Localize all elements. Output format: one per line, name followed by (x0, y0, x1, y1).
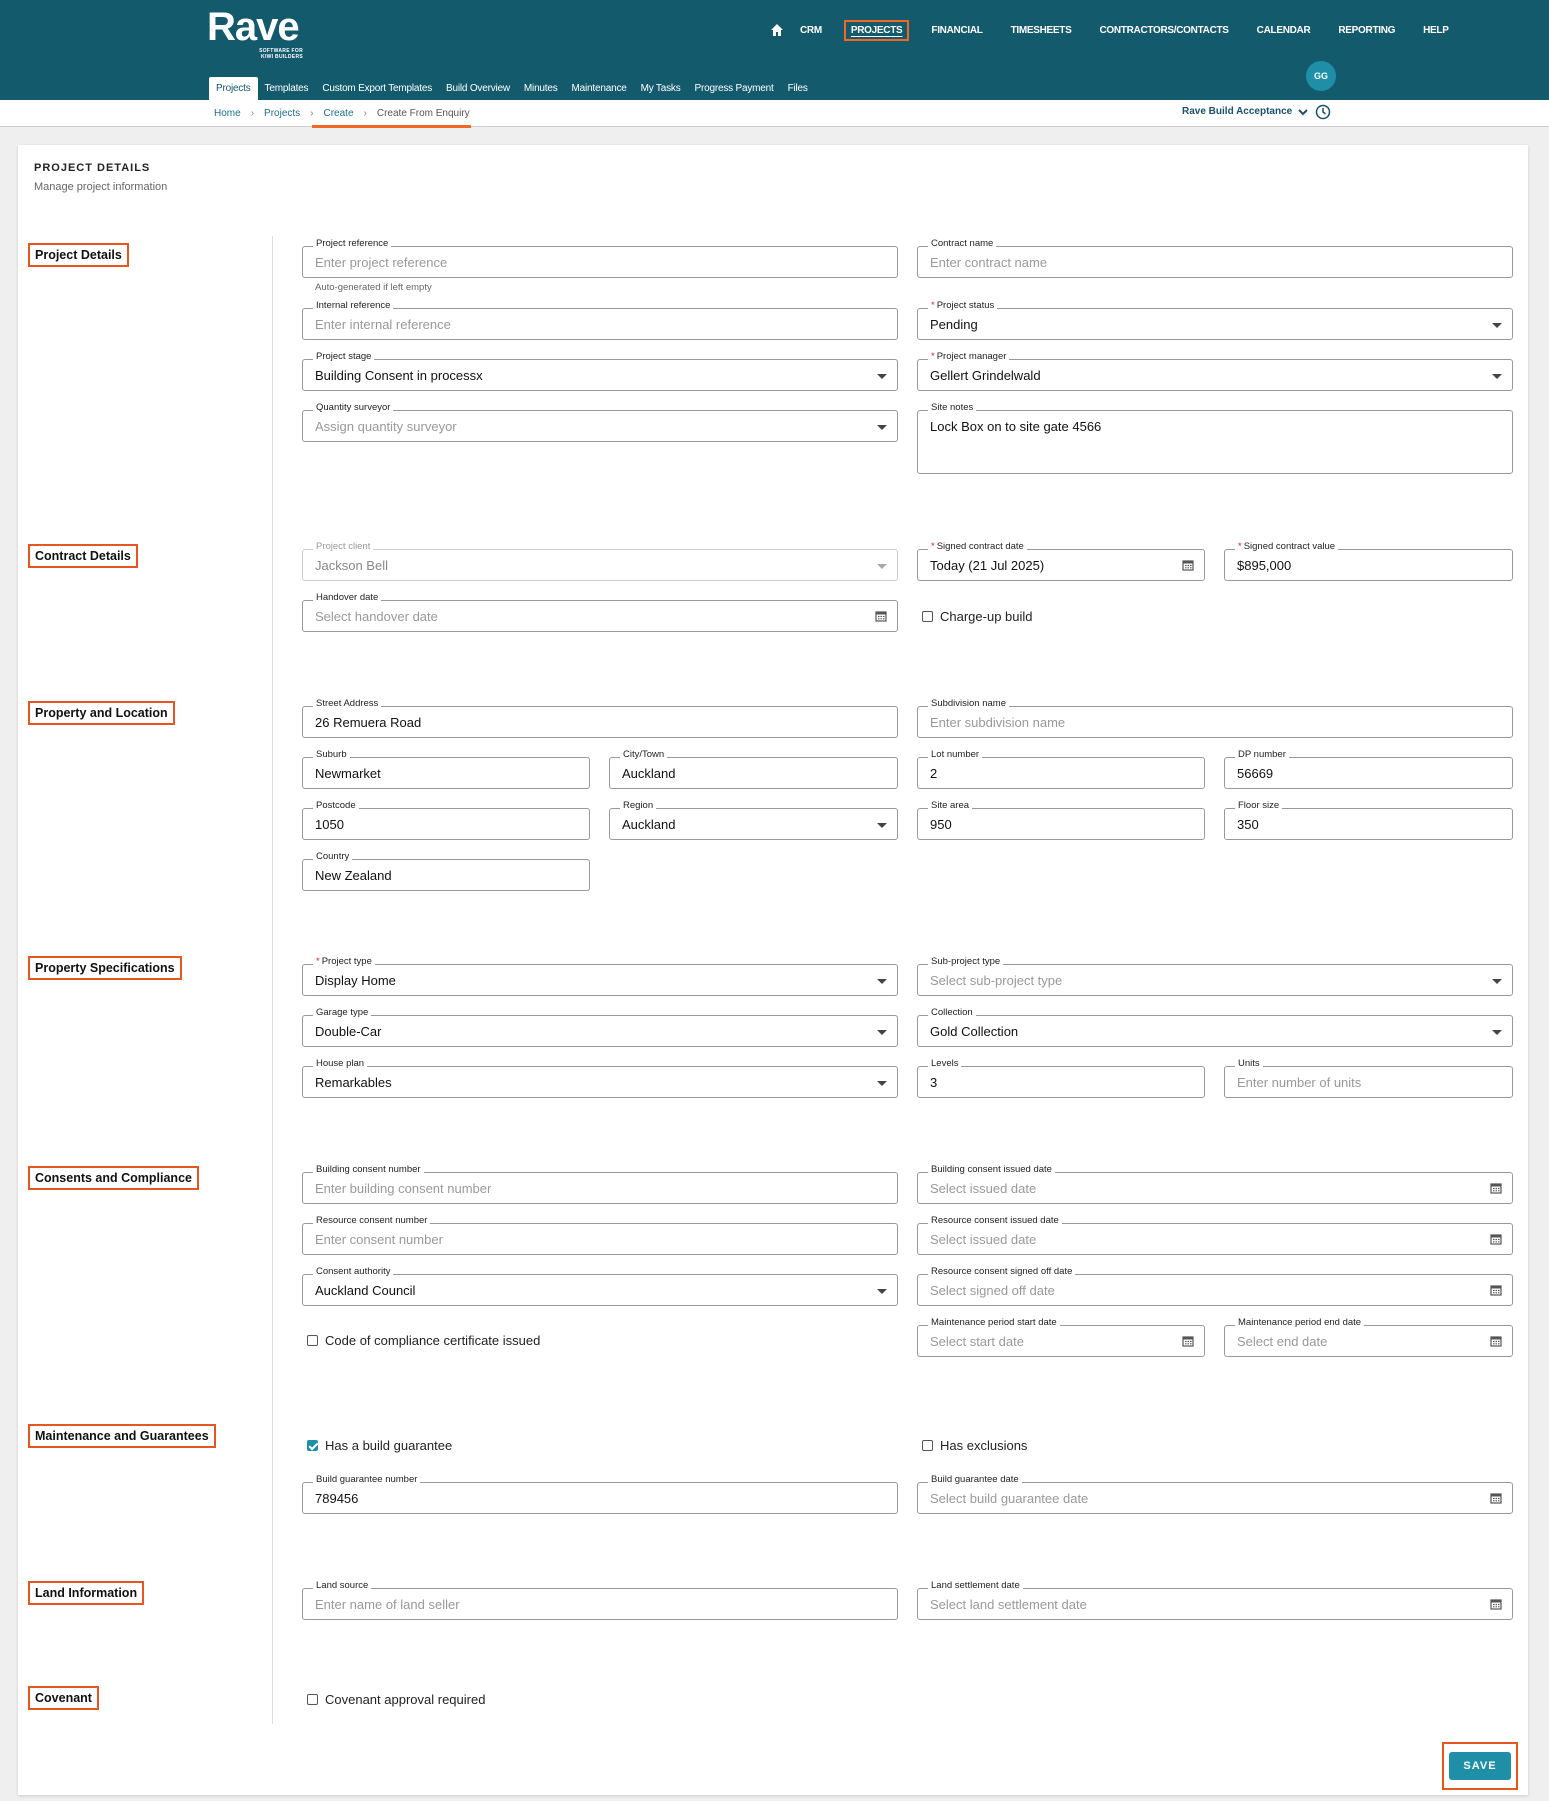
project-manager-select[interactable] (917, 351, 1513, 391)
field-value: Double-Car (315, 1024, 382, 1039)
field-label: Land source (313, 1580, 371, 1591)
field-label: Units (1235, 1058, 1263, 1069)
field-placeholder: Select handover date (315, 609, 438, 624)
contract-name-input[interactable] (917, 238, 1513, 278)
subnav-build-overview[interactable]: Build Overview (446, 83, 510, 94)
build-guarantee-number-input[interactable] (302, 1474, 898, 1514)
field-label: Sub-project type (928, 956, 1003, 967)
calendar-icon[interactable] (1490, 1335, 1502, 1347)
field-value: Gellert Grindelwald (930, 368, 1041, 383)
main-nav (770, 18, 1471, 42)
breadcrumb (209, 108, 475, 119)
field-label: Maintenance period end date (1235, 1317, 1364, 1328)
rave-logo[interactable] (207, 6, 303, 60)
field-label-text: Project status (936, 300, 995, 311)
calendar-icon[interactable] (1490, 1284, 1502, 1296)
save-button-highlight (1442, 1742, 1518, 1790)
project-reference-input[interactable] (302, 238, 898, 278)
checkbox-label: Covenant approval required (325, 1692, 486, 1707)
field-placeholder: Enter name of land seller (315, 1597, 460, 1612)
field-value: 26 Remuera Road (315, 715, 422, 730)
field-placeholder: Select signed off date (930, 1283, 1055, 1298)
field-label: Lot number (928, 749, 982, 760)
suburb-input[interactable] (302, 749, 590, 789)
building-consent-issued-date-picker[interactable] (917, 1164, 1513, 1204)
city-input[interactable] (609, 749, 898, 789)
internal-reference-input[interactable] (302, 300, 898, 340)
chevron-right-icon: › (250, 108, 255, 119)
top-header (0, 0, 1549, 100)
subdivision-name-input[interactable] (917, 698, 1513, 738)
field-label: Internal reference (313, 300, 393, 311)
subnav-custom-export-templates[interactable]: Custom Export Templates (322, 83, 433, 94)
nav-reporting[interactable]: REPORTING (1338, 24, 1396, 36)
field-label: Postcode (313, 800, 359, 811)
chevron-down-icon (1297, 107, 1309, 117)
field-placeholder: Select issued date (930, 1181, 1037, 1196)
calendar-icon[interactable] (1490, 1492, 1502, 1504)
land-settlement-date-picker[interactable] (917, 1580, 1513, 1620)
field-label-text: Project type (321, 956, 372, 967)
chevron-right-icon: › (310, 108, 314, 119)
floor-size-input[interactable] (1224, 800, 1513, 840)
field-label: Street Address (313, 698, 381, 709)
logo-tagline-1: SOFTWARE FOR (259, 48, 303, 54)
field-label: * Project manager (928, 351, 1009, 362)
project-client-select (302, 541, 898, 581)
field-label: House plan (313, 1058, 367, 1069)
field-label: Building consent issued date (928, 1164, 1055, 1175)
street-address-input[interactable] (302, 698, 898, 738)
quantity-surveyor-select[interactable] (302, 402, 898, 442)
field-value: 2 (930, 766, 938, 781)
building-consent-number-input[interactable] (302, 1164, 898, 1204)
lot-number-input[interactable] (917, 749, 1205, 789)
land-source-input[interactable] (302, 1580, 898, 1620)
company-selector-label: Rave Build Acceptance (1182, 106, 1293, 117)
field-placeholder: Enter subdivision name (930, 715, 1066, 730)
field-label: Floor size (1235, 800, 1282, 811)
field-label: * Project type (313, 956, 375, 967)
code-of-compliance-checkbox[interactable] (307, 1333, 540, 1348)
signed-contract-value-input[interactable] (1224, 541, 1513, 581)
field-value: 350 (1237, 817, 1259, 832)
maintenance-end-date-picker[interactable] (1224, 1317, 1513, 1357)
field-label: Subdivision name (928, 698, 1009, 709)
field-value: New Zealand (315, 868, 392, 883)
field-value: Lock Box on to site gate 4566 (930, 419, 1102, 434)
subnav-minutes[interactable]: Minutes (523, 83, 558, 94)
field-label: City/Town (620, 749, 667, 760)
project-stage-select[interactable] (302, 351, 898, 391)
field-placeholder: Select start date (930, 1334, 1024, 1349)
checkbox-box[interactable] (922, 611, 933, 622)
breadcrumb-create[interactable]: Create (323, 108, 354, 119)
checkbox-box-checked[interactable] (307, 1440, 318, 1451)
field-label: Resource consent signed off date (928, 1266, 1075, 1277)
caret-down-icon (1492, 374, 1502, 379)
subnav-maintenance[interactable]: Maintenance (571, 83, 627, 94)
field-value: Today (21 Jul 2025) (930, 558, 1045, 573)
field-value: Newmarket (315, 766, 381, 781)
build-guarantee-date-picker[interactable] (917, 1474, 1513, 1514)
sub-nav (209, 74, 815, 100)
site-area-input[interactable] (917, 800, 1205, 840)
field-label: Resource consent number (313, 1215, 430, 1226)
postcode-input[interactable] (302, 800, 590, 840)
field-label: DP number (1235, 749, 1289, 760)
caret-down-icon (877, 823, 887, 828)
checkbox-box[interactable] (307, 1335, 318, 1346)
field-placeholder: Select sub-project type (930, 973, 1063, 988)
nav-timesheets[interactable]: TIMESHEETS (1010, 24, 1072, 36)
field-label: Garage type (313, 1007, 371, 1018)
has-exclusions-checkbox[interactable] (922, 1438, 1027, 1453)
section-project-details: Project Details (28, 243, 129, 267)
subnav-files[interactable]: Files (787, 83, 808, 94)
field-value: Remarkables (315, 1075, 392, 1090)
section-property-specifications: Property Specifications (28, 956, 182, 980)
field-label: Collection (928, 1007, 976, 1018)
field-placeholder: Select land settlement date (930, 1597, 1087, 1612)
subnav-my-tasks[interactable]: My Tasks (640, 83, 681, 94)
breadcrumb-home[interactable]: Home (214, 108, 241, 119)
section-maintenance-guarantees: Maintenance and Guarantees (28, 1424, 216, 1448)
consent-authority-select[interactable] (302, 1266, 898, 1306)
field-value: Auckland Council (315, 1283, 416, 1298)
section-divider (272, 236, 273, 1724)
field-label: Project reference (313, 238, 391, 249)
field-label-text: Project manager (936, 351, 1007, 362)
field-placeholder: Enter building consent number (315, 1181, 492, 1196)
caret-down-icon (877, 1289, 887, 1294)
field-label: Site area (928, 800, 972, 811)
field-placeholder: Select build guarantee date (930, 1491, 1089, 1506)
project-status-select[interactable] (917, 300, 1513, 340)
caret-down-icon (1492, 979, 1502, 984)
field-value: Display Home (315, 973, 396, 988)
checkbox-label: Charge-up build (940, 609, 1033, 624)
page-subtitle: Manage project information (34, 181, 168, 193)
nav-projects[interactable]: PROJECTS (844, 20, 910, 41)
sub-project-type-select[interactable] (917, 956, 1513, 996)
region-select[interactable] (609, 800, 898, 840)
checkbox-box[interactable] (307, 1694, 318, 1705)
field-placeholder: Enter contract name (930, 255, 1048, 270)
levels-input[interactable] (917, 1058, 1205, 1098)
calendar-icon[interactable] (875, 610, 887, 622)
project-type-select[interactable] (302, 956, 898, 996)
field-placeholder: Select issued date (930, 1232, 1037, 1247)
field-placeholder: Enter internal reference (315, 317, 451, 332)
nav-calendar[interactable]: CALENDAR (1256, 24, 1311, 36)
section-consents-compliance: Consents and Compliance (28, 1166, 199, 1190)
field-value: 1050 (315, 817, 344, 832)
field-value: 950 (930, 817, 952, 832)
field-label: Project stage (313, 351, 374, 362)
field-label: Build guarantee date (928, 1474, 1022, 1485)
maintenance-start-date-picker[interactable] (917, 1317, 1205, 1357)
field-label: * Project status (928, 300, 997, 311)
field-placeholder: Enter consent number (315, 1232, 443, 1247)
field-label: Project client (313, 541, 373, 552)
caret-down-icon (877, 425, 887, 430)
caret-down-icon (877, 1081, 887, 1086)
calendar-icon[interactable] (1490, 1598, 1502, 1610)
field-value: Pending (930, 317, 978, 332)
field-label: Consent authority (313, 1266, 393, 1277)
covenant-approval-checkbox[interactable] (307, 1692, 485, 1707)
field-label: Quantity surveyor (313, 402, 393, 413)
checkbox-label: Code of compliance certificate issued (325, 1333, 541, 1348)
field-label: * Signed contract date (928, 541, 1027, 552)
signed-contract-date-picker[interactable] (917, 541, 1205, 581)
field-label-text: Signed contract value (1243, 541, 1336, 552)
field-value: 56669 (1237, 766, 1274, 781)
field-label-text: Signed contract date (936, 541, 1024, 552)
field-label: Resource consent issued date (928, 1215, 1062, 1226)
nav-help[interactable]: HELP (1423, 24, 1449, 36)
resource-consent-issued-date-picker[interactable] (917, 1215, 1513, 1255)
field-label: Maintenance period start date (928, 1317, 1060, 1328)
field-value: Building Consent in processx (315, 368, 483, 383)
house-plan-select[interactable] (302, 1058, 898, 1098)
field-label: * Signed contract value (1235, 541, 1338, 552)
caret-down-icon (1492, 323, 1502, 328)
field-label: Region (620, 800, 656, 811)
home-icon[interactable] (770, 23, 784, 37)
caret-down-icon (877, 1030, 887, 1035)
resource-consent-signed-off-date-picker[interactable] (917, 1266, 1513, 1306)
field-value: 3 (930, 1075, 938, 1090)
units-input[interactable] (1224, 1058, 1513, 1098)
avatar[interactable]: GG (1306, 61, 1336, 91)
section-property-location: Property and Location (28, 701, 175, 725)
charge-up-build-checkbox[interactable] (922, 609, 1033, 624)
project-reference-hint: Auto-generated if left empty (315, 282, 432, 293)
handover-date-picker[interactable] (302, 592, 898, 632)
field-value: Gold Collection (930, 1024, 1019, 1039)
nav-financial[interactable]: FINANCIAL (931, 24, 983, 36)
field-value: Jackson Bell (315, 558, 388, 573)
field-placeholder: Select end date (1237, 1334, 1328, 1349)
field-label: Levels (928, 1058, 961, 1069)
garage-type-select[interactable] (302, 1007, 898, 1047)
field-placeholder: Assign quantity surveyor (315, 419, 457, 434)
field-value: 789456 (315, 1491, 359, 1506)
breadcrumb-current: Create From Enquiry (376, 108, 470, 119)
field-value: Auckland (622, 766, 676, 781)
nav-contractors[interactable]: CONTRACTORS/CONTACTS (1099, 24, 1229, 36)
has-build-guarantee-checkbox[interactable] (307, 1438, 452, 1453)
field-label: Contract name (928, 238, 996, 249)
save-button[interactable]: SAVE (1449, 1752, 1510, 1780)
section-land-information: Land Information (28, 1581, 144, 1605)
field-placeholder: Enter project reference (315, 255, 448, 270)
field-value: $895,000 (1237, 558, 1292, 573)
chevron-right-icon: › (363, 108, 367, 119)
calendar-icon[interactable] (1490, 1182, 1502, 1194)
resource-consent-number-input[interactable] (302, 1215, 898, 1255)
field-label: Building consent number (313, 1164, 424, 1175)
field-label: Land settlement date (928, 1580, 1023, 1591)
collection-select[interactable] (917, 1007, 1513, 1047)
field-label: Country (313, 851, 352, 862)
field-label: Site notes (928, 402, 976, 413)
checkbox-label: Has exclusions (940, 1438, 1028, 1453)
logo-tagline-2: KIWI BUILDERS (261, 54, 303, 60)
subnav-templates[interactable]: Templates (264, 83, 309, 94)
field-label: Build guarantee number (313, 1474, 420, 1485)
checkbox-label: Has a build guarantee (325, 1438, 453, 1453)
caret-down-icon (877, 374, 887, 379)
calendar-icon[interactable] (1182, 1335, 1194, 1347)
field-value: Auckland (622, 817, 676, 832)
subnav-projects[interactable]: Projects (209, 77, 258, 100)
field-placeholder: Enter number of units (1237, 1075, 1362, 1090)
nav-crm[interactable]: CRM (800, 24, 822, 36)
breadcrumb-highlight (312, 125, 471, 128)
calendar-icon[interactable] (1182, 559, 1194, 571)
dp-number-input[interactable] (1224, 749, 1513, 789)
section-contract-details: Contract Details (28, 544, 138, 568)
field-label: Handover date (313, 592, 381, 603)
clock-icon[interactable] (1315, 104, 1331, 120)
country-input[interactable] (302, 851, 590, 891)
section-covenant: Covenant (28, 1686, 99, 1710)
calendar-icon[interactable] (1490, 1233, 1502, 1245)
subnav-progress-payment[interactable]: Progress Payment (694, 83, 774, 94)
breadcrumb-projects[interactable]: Projects (264, 108, 301, 119)
logo-text: Rave (207, 5, 299, 49)
page-title: PROJECT DETAILS (34, 162, 151, 174)
field-label: Suburb (313, 749, 350, 760)
checkbox-box[interactable] (922, 1440, 933, 1451)
caret-down-icon (1492, 1030, 1502, 1035)
caret-down-icon (877, 564, 887, 569)
caret-down-icon (877, 979, 887, 984)
company-selector[interactable] (1182, 106, 1309, 117)
site-notes-textarea[interactable] (917, 402, 1513, 474)
